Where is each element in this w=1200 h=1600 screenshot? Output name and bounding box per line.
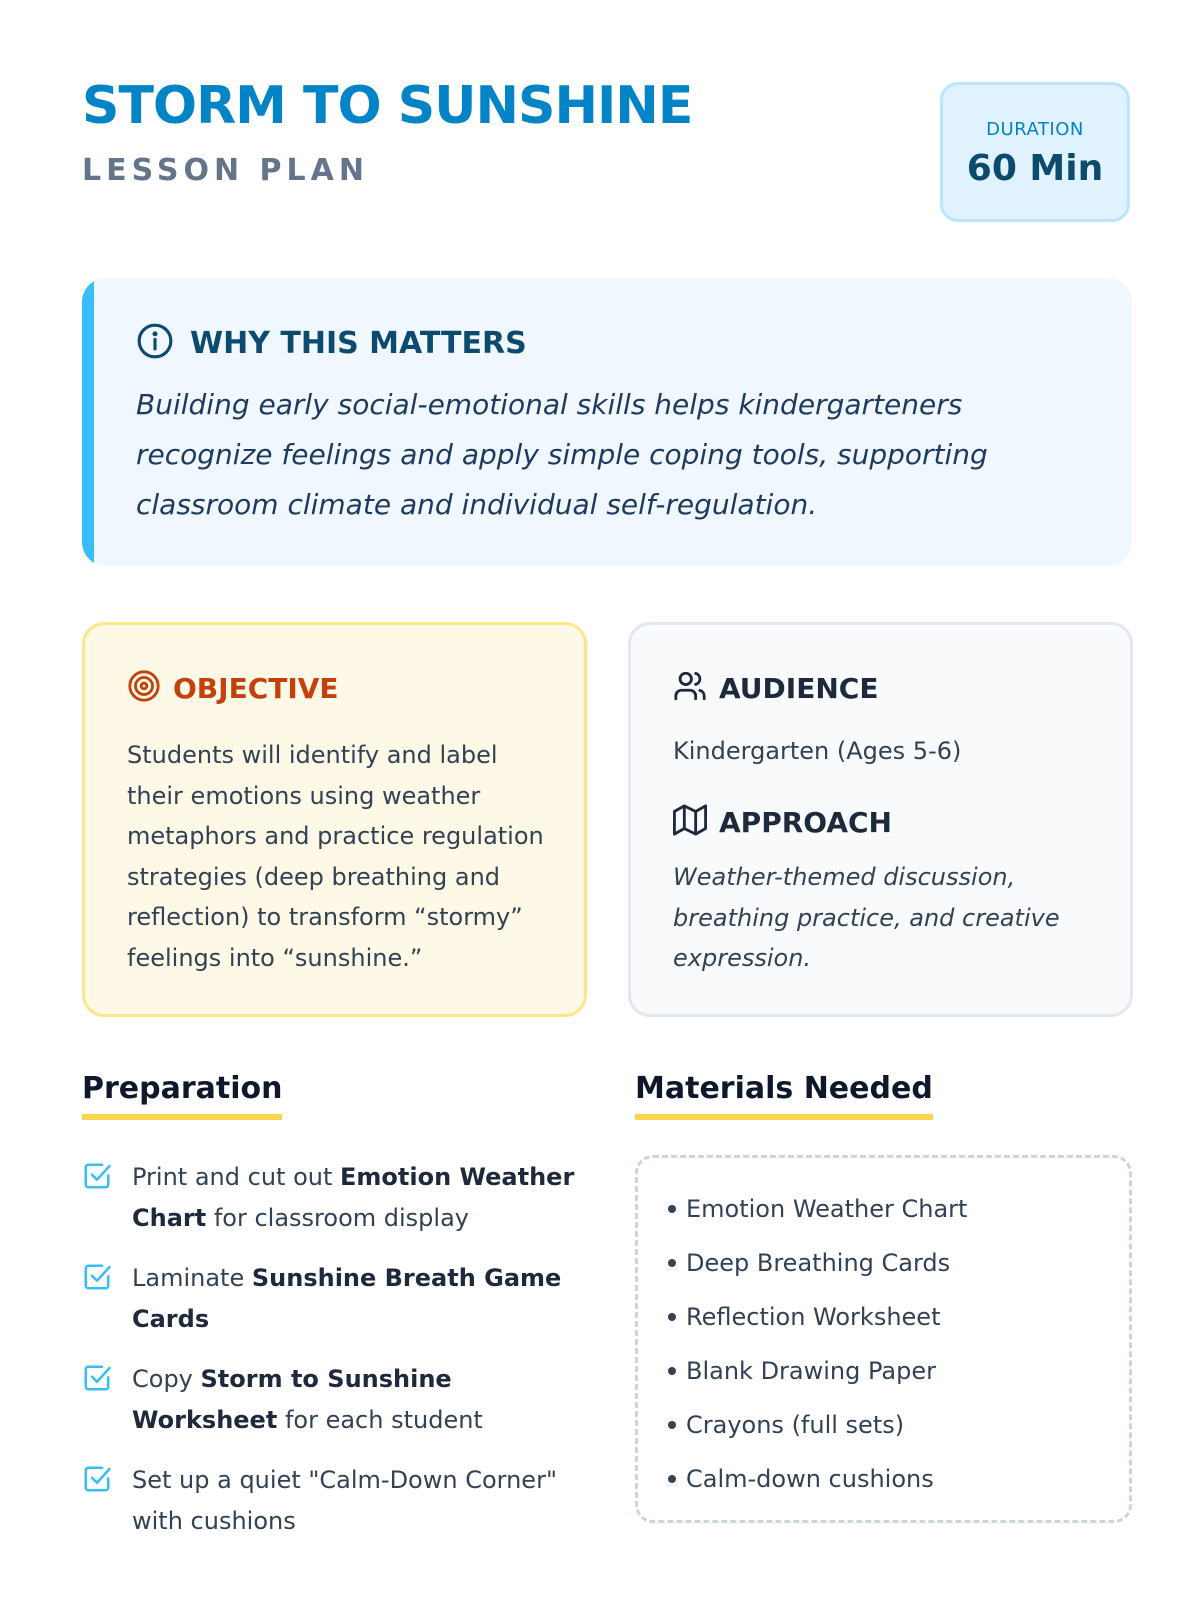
materials-item: Blank Drawing Paper [668,1344,967,1398]
bullet-icon [668,1475,676,1483]
why-header [136,322,527,364]
materials-item: Deep Breathing Cards [668,1236,967,1290]
bullet-icon [668,1259,676,1267]
preparation-item [82,1258,592,1339]
preparation-item-text: Laminate Sunshine Breath Game Cards [132,1264,562,1333]
objective-header [127,669,339,707]
preparation-item-text: Copy Storm to Sunshine Worksheet for each student [132,1365,483,1434]
duration-label: DURATION [986,119,1084,140]
audience-text: Kindergarten (Ages 5-6) [673,737,962,765]
users-icon [673,669,707,707]
preparation-item-text: Print and cut out Emotion Weather Chart for classroom display [132,1163,575,1232]
why-title: WHY THIS MATTERS [190,325,527,361]
audience-card [628,622,1133,1017]
approach-text: Weather-themed discussion, breathing practice, and creative expression. [673,863,1060,972]
preparation-item [82,1359,592,1440]
objective-text: Students will identify and label their emotions using weather metaphors and practice regulation strategies (deep breathing and reflection) to transform “stormy” feelings into “sunshine.” [127,741,544,972]
page-header [82,76,693,188]
page-subtitle: LESSON PLAN [82,153,369,188]
duration-value: 60 Min [966,148,1104,189]
materials-item: Calm-down cushions [668,1452,967,1506]
checkbox-icon [82,1161,112,1195]
materials-box [635,1155,1132,1523]
audience-title: AUDIENCE [719,671,879,705]
page-title: STORM TO SUNSHINE [82,76,693,136]
materials-item: Reflection Worksheet [668,1290,967,1344]
bullet-icon [668,1313,676,1321]
approach-title: APPROACH [719,805,892,839]
why-this-matters-callout [82,278,1132,566]
objective-title: OBJECTIVE [173,671,339,705]
preparation-list [82,1157,592,1561]
preparation-item-text: Set up a quiet "Calm-Down Corner" with cushions [132,1466,557,1535]
checkbox-icon [82,1262,112,1296]
callout-accent-bar [82,278,94,566]
materials-list [668,1182,967,1506]
info-icon [136,322,174,364]
materials-title: Materials Needed [635,1074,933,1120]
preparation-title: Preparation [82,1074,282,1120]
materials-item: Crayons (full sets) [668,1398,967,1452]
checkbox-icon [82,1464,112,1498]
bullet-icon [668,1367,676,1375]
bullet-icon [668,1205,676,1213]
why-text: Building early social-emotional skills helps kindergarteners recognize feelings and apply simple coping tools, supporting classroom climate and individual self-regulation. [136,388,988,521]
objective-card [82,622,587,1017]
target-icon [127,669,161,707]
bullet-icon [668,1421,676,1429]
checkbox-icon [82,1363,112,1397]
audience-header [673,669,878,707]
preparation-item [82,1460,592,1541]
preparation-item [82,1157,592,1238]
map-icon [673,803,707,841]
approach-header [673,803,892,841]
duration-badge [940,82,1130,222]
materials-item: Emotion Weather Chart [668,1182,967,1236]
